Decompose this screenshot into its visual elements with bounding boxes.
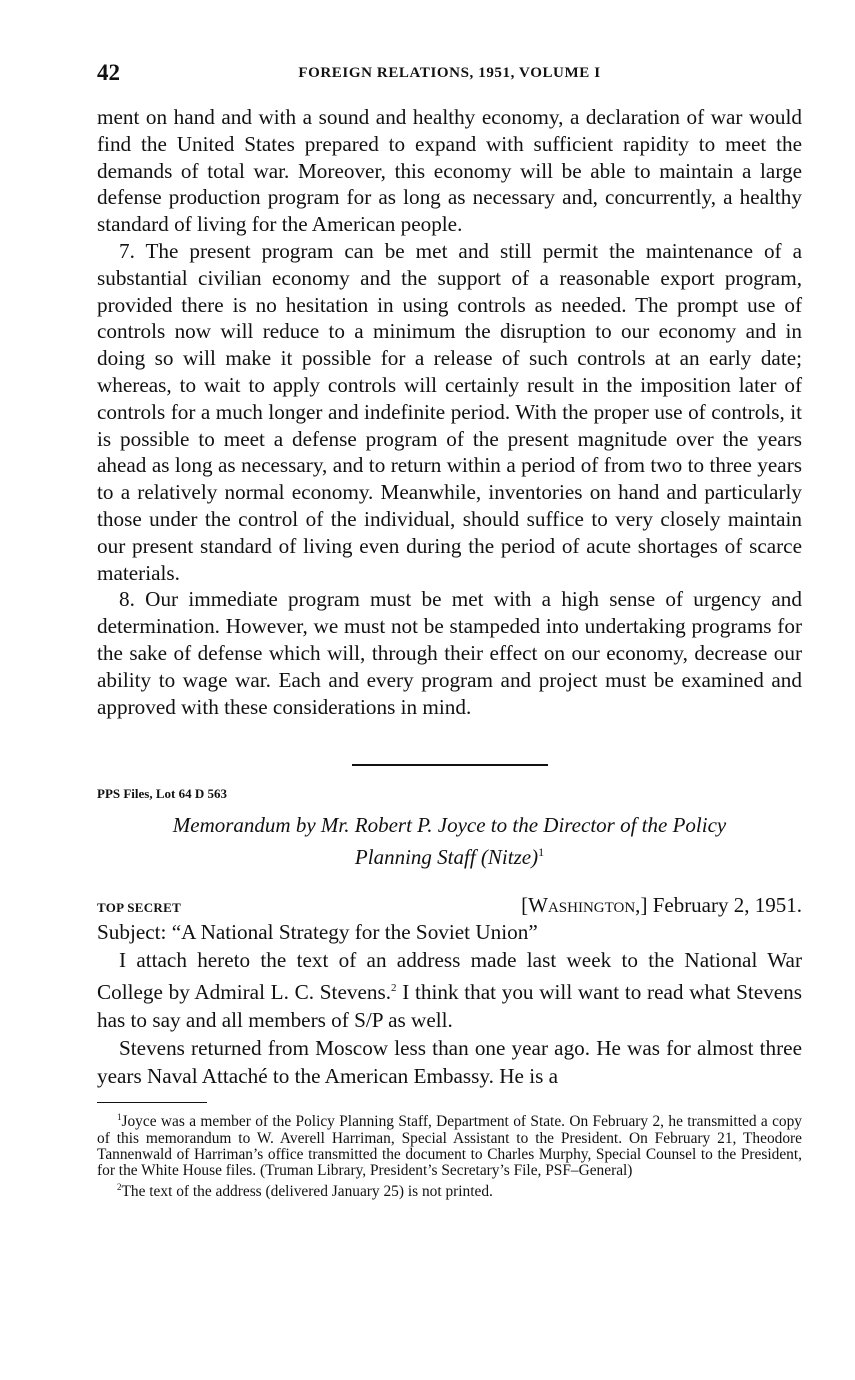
memo-paragraph-1 xyxy=(97,946,802,1034)
source-citation: PPS Files, Lot 64 D 563 xyxy=(97,786,227,802)
footnote-1 xyxy=(97,1109,802,1179)
dateline xyxy=(521,893,802,918)
footnote-ref-2: 2 xyxy=(391,982,397,995)
paragraph-continued: ment on hand and with a sound and healthy economy, a declaration of war would find the United States prepared to expand with sufficient rapidity to meet the demands of total war. Moreover, this economy will be able to maintain a large defense production program for as long as necessary and, concurrently, a healthy standard of living for the American people. xyxy=(97,105,802,237)
footnotes xyxy=(97,1109,802,1200)
body-section xyxy=(97,104,802,720)
document-page xyxy=(97,60,802,1201)
footnote-2-marker: 2 xyxy=(117,1182,122,1193)
dateline-row xyxy=(97,893,802,918)
memo-subject: Subject: “A National Strategy for the Soviet Union” xyxy=(97,920,538,945)
document-title xyxy=(97,812,802,871)
classification-label: TOP SECRET xyxy=(97,900,182,916)
document-title-line-2: Planning Staff (Nitze) xyxy=(354,845,539,870)
memo-body xyxy=(97,918,802,1090)
memo-paragraph-1-text-end: I think that you will want to read what Stevens has to say and all members of S/P as well. xyxy=(97,980,803,1033)
document-title-line-1: Memorandum by Mr. Robert P. Joyce to the Director of the Policy xyxy=(172,813,727,838)
paragraph-8: 8. Our immediate program must be met with a high sense of urgency and determination. However, we must not be stampeded into undertaking programs for the sake of defense which will, through their effect on our economy, decrease our ability to wage war. Each and every program and project must be examined and approved with these considerations in mind. xyxy=(97,587,802,719)
memo-paragraph-2: Stevens returned from Moscow less than one year ago. He was for almost three years Naval Attaché to the American Embassy. He is a xyxy=(97,1036,802,1089)
dateline-date: February 2, 1951. xyxy=(652,893,802,918)
footnote-2-text: The text of the address (delivered January 25) is not printed. xyxy=(121,1183,493,1201)
page-number: 42 xyxy=(97,60,120,85)
dateline-open-bracket: [ xyxy=(521,893,529,918)
paragraph-7: 7. The present program can be met and still permit the maintenance of a substantial civilian economy and the support of a reasonable export program, provided there is no hesitation in using controls as needed. The prompt use of controls now will reduce to a minimum the disruption to our economy and in doing so will make it possible for a release of such controls at an early date; whereas, to wait to apply controls will certainly result in the imposition later of controls for a much longer and indefinite period. With the proper use of controls, it is possible to meet a defense program of the present magnitude over the years ahead as long as necessary, and to return within a period of from two to three years to a relatively normal economy. Meanwhile, inventories on hand and particularly those under the control of the individual, should suffice to very closely maintain our present standard of living even during the period of acute shortages of scarce materials. xyxy=(97,238,802,585)
footnote-1-text: Joyce was a member of the Policy Planning Staff, Department of State. On February 2, he transmitted a copy of this memorandum to W. Averell Harriman, Special Assistant to the President. On February 21, Theodore Tannenwald of Harriman’s office transmitted the document to Charles Murphy, Special Counsel to the President, for the White House files. (Truman Library, President’s Secretary’s File, PSF–General) xyxy=(97,1113,802,1180)
footnote-2 xyxy=(97,1179,802,1200)
footnote-1-marker: 1 xyxy=(117,1112,122,1123)
dateline-close-bracket: ] xyxy=(640,893,648,918)
memo-paragraph-1-text: I attach hereto the text of an address made last week to the National War College by Admiral L. C. Stevens. xyxy=(97,948,802,1005)
footnote-ref-1: 1 xyxy=(538,845,545,860)
dateline-place: Washington, xyxy=(528,893,641,918)
footnote-divider xyxy=(97,1102,207,1103)
running-title: FOREIGN RELATIONS, 1951, VOLUME I xyxy=(298,65,601,81)
section-divider xyxy=(352,764,548,766)
page-header xyxy=(97,60,802,92)
